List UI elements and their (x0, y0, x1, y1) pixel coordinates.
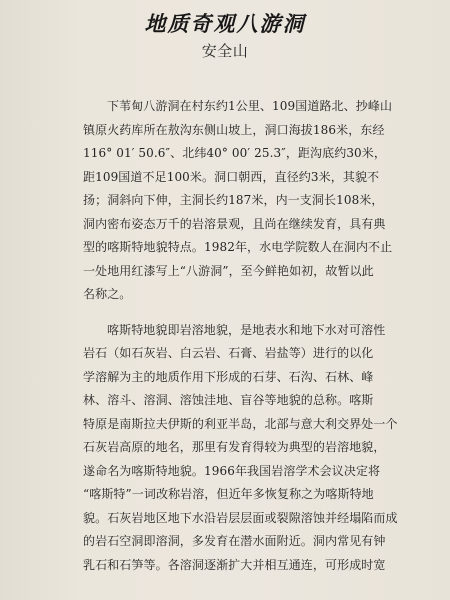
paragraph-2 (83, 319, 430, 578)
text-line: 乳石和石笋等。各溶洞逐渐扩大并相互通连，可形成时宽 (83, 557, 386, 572)
text-line: 型的喀斯特地貌特点。1982年，水电学院数人在洞内不止 (83, 240, 393, 254)
text-line: 扬；洞斜向下伸，主洞长约187米，内一支洞长108米， (83, 193, 384, 207)
text-line: 特原是南斯拉夫伊斯的利亚半岛，北部与意大利交界处一个 (83, 416, 398, 431)
text-line: 貌。石灰岩地区地下水沿岩层层面或裂隙溶蚀并经塌陷而成 (83, 510, 398, 525)
text-line: 学溶解为主的地质作用下形成的石芽、石沟、石林、峰 (83, 369, 374, 384)
text-line: 遂命名为喀斯特地貌。1966年我国岩溶学术会议决定将 (83, 463, 381, 478)
text-line: 林、溶斗、溶洞、溶蚀洼地、盲谷等地貌的总称。喀斯 (83, 393, 374, 407)
text-line: 一处地用红漆写上“八游洞”，至今鲜艳如初，故暂以此 (83, 263, 374, 278)
text-line: 镇原火药库所在敖沟东侧山坡上，洞口海拔186米，东经 (83, 122, 385, 137)
text-line: 岩石（如石灰岩、白云岩、石膏、岩盐等）进行的以化 (83, 346, 374, 360)
text-line: 石灰岩高原的地名，那里有发育得较为典型的岩溶地貌， (83, 440, 386, 454)
text-line: 距109国道不足100米。洞口朝西，直径约3米，其貌不 (83, 169, 380, 184)
paragraph-1 (83, 95, 430, 307)
text-line: 的岩石空洞即溶洞，多发育在潜水面附近。洞内常见有钟 (83, 534, 386, 548)
article-body (83, 95, 430, 600)
paragraph-gap (83, 307, 430, 319)
text-line: 116° 01′ 50.6″、北纬40° 00′ 25.3″，距沟底约30米， (83, 146, 386, 160)
text-line: 下苇甸八游洞在村东约1公里、109国道路北、抄峰山 (107, 99, 393, 113)
article-author: 安全山 (201, 42, 249, 60)
text-line: “喀斯特”一词改称岩溶，但近年多恢复称之为喀斯特地 (83, 487, 374, 501)
article-title: 地质奇观八游洞 (144, 11, 306, 36)
text-line: 洞内密布姿态万千的岩溶景观，且尚在继续发育，具有典 (83, 216, 386, 231)
text-line: 名称之。 (83, 287, 132, 301)
text-line: 喀斯特地貌即岩溶地貌，是地表水和地下水对可溶性 (107, 322, 386, 337)
